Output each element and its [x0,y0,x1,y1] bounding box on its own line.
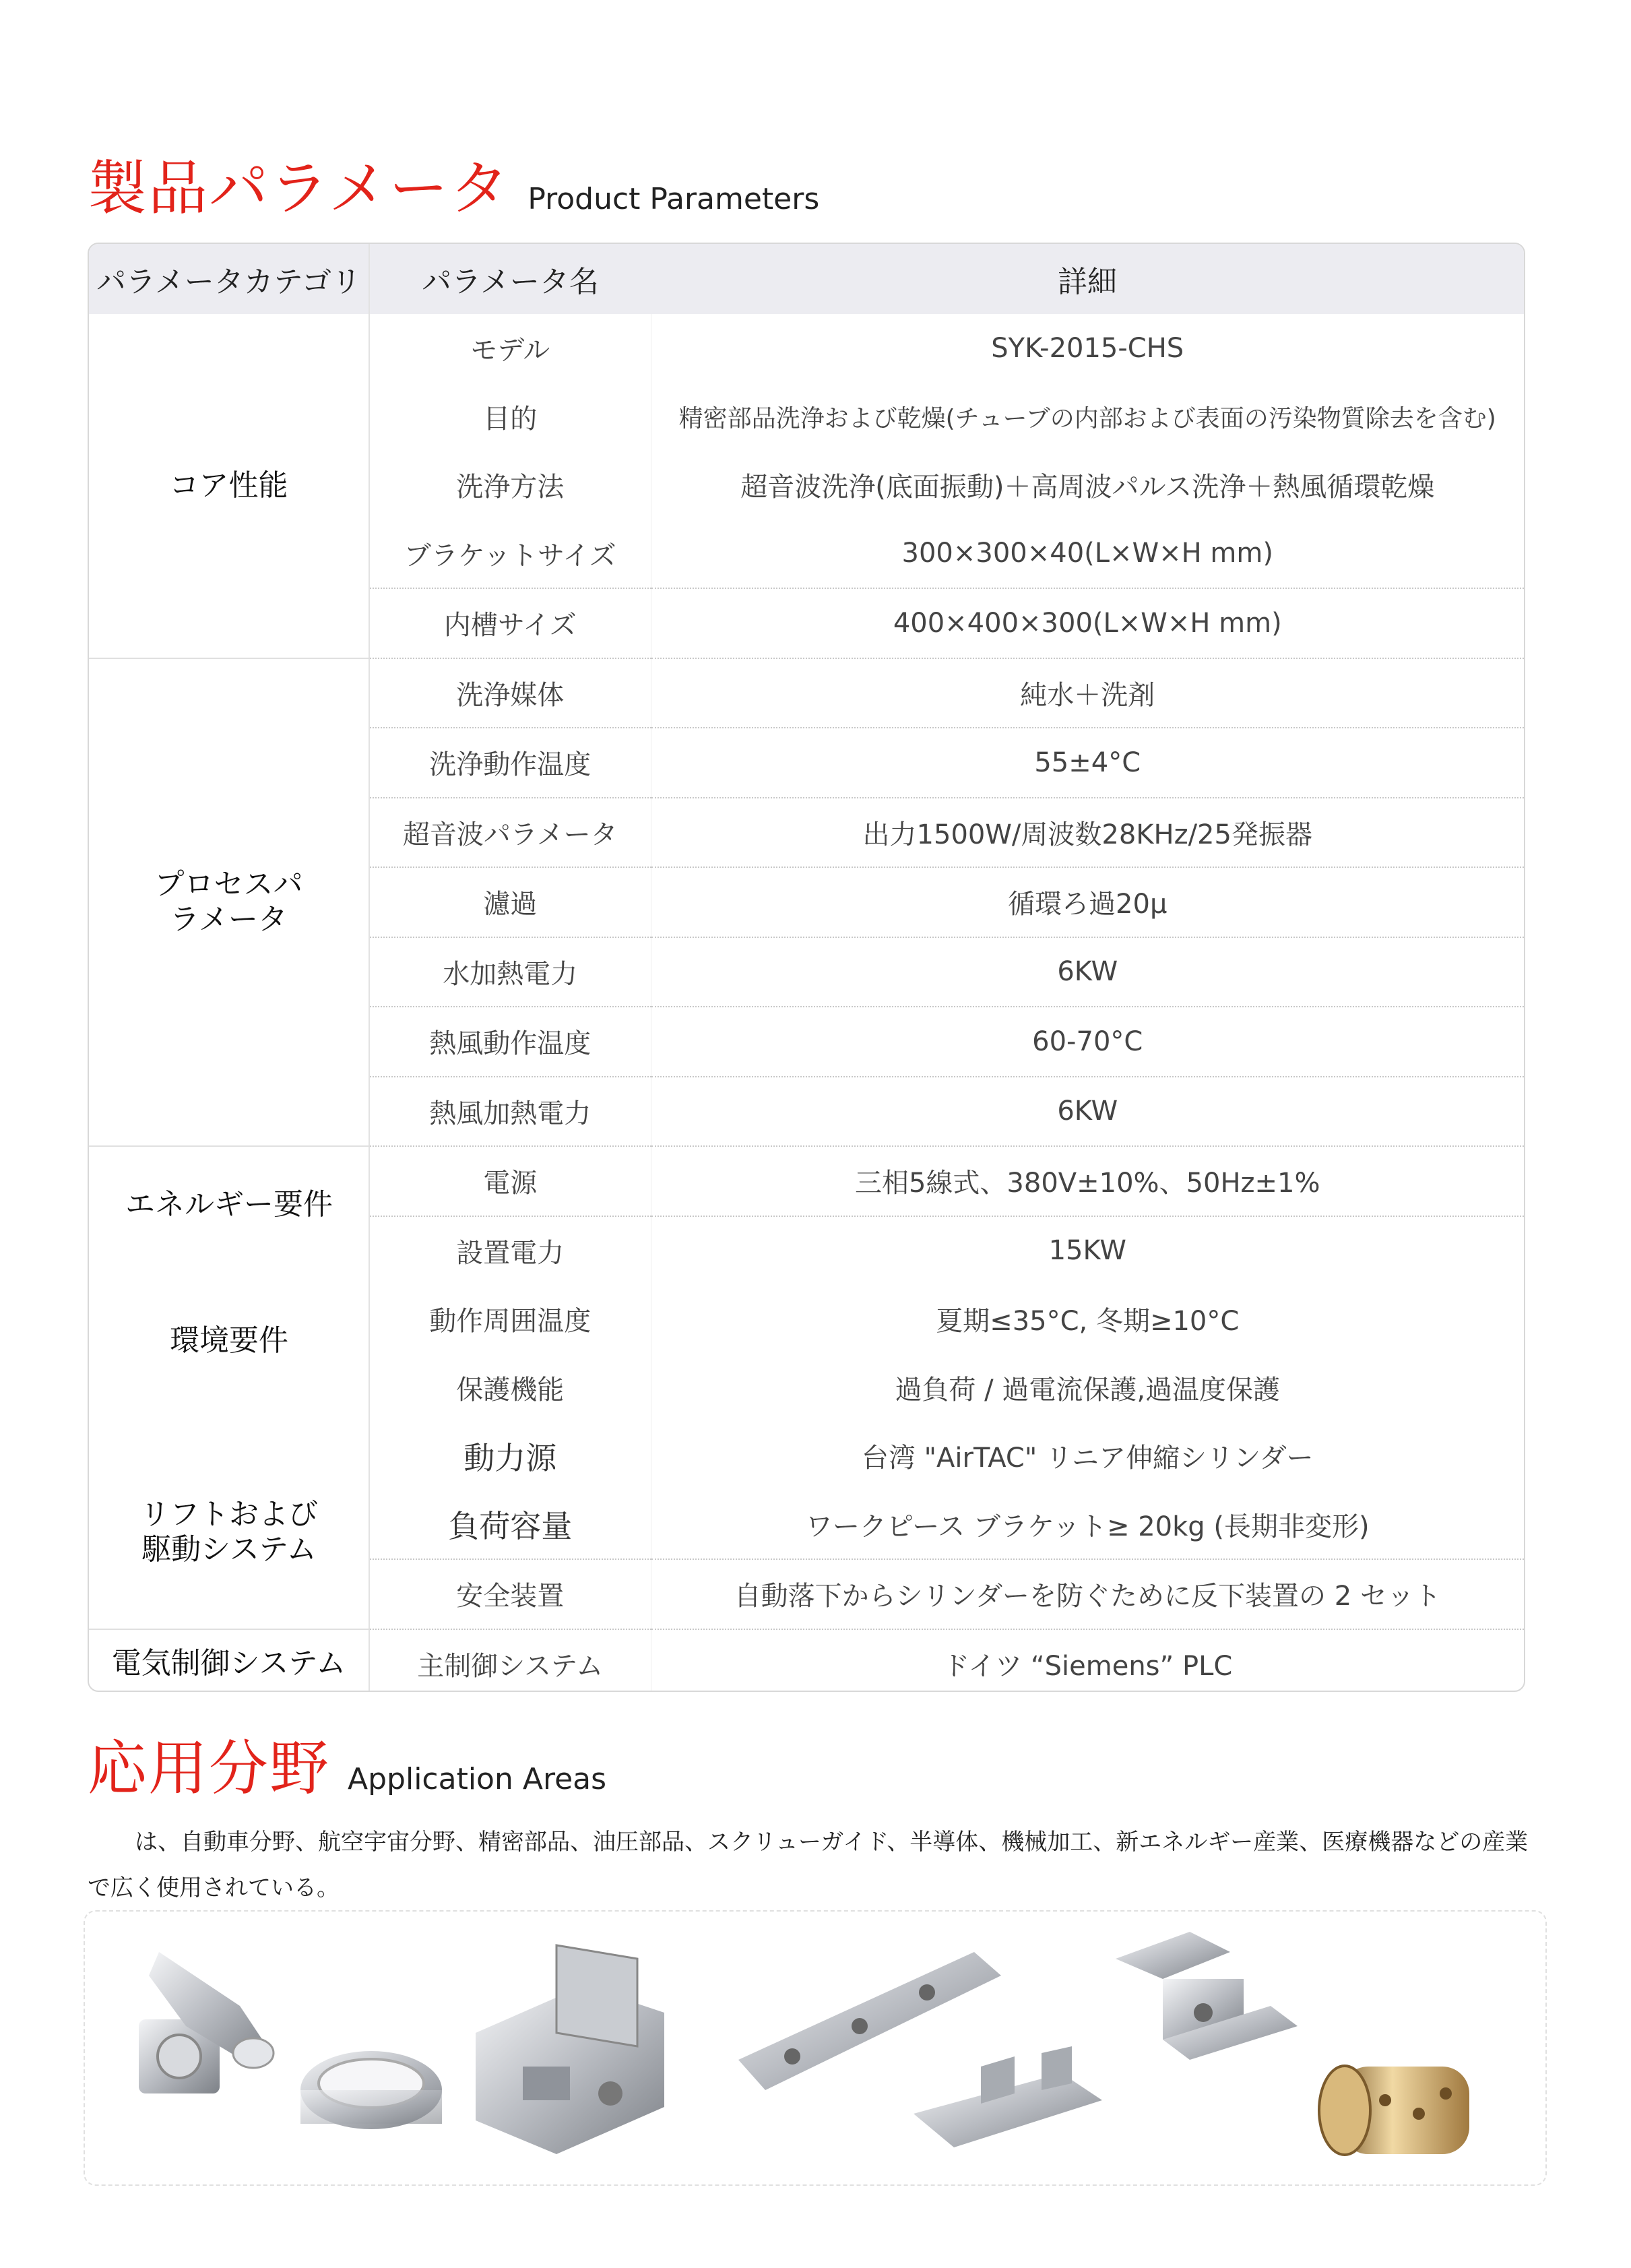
applications-title-en: Application Areas [348,1762,607,1796]
param-detail: 過負荷 / 過電流保護,過温度保護 [895,1374,1281,1406]
params-table [88,243,1525,1692]
param-detail: 55±4°C [651,728,1524,798]
params-title-ja: 製品パラメータ [88,154,511,223]
category-core: コア性能 [89,314,369,658]
param-name: 洗浄媒体 [369,658,651,728]
param-detail: 6KW [651,937,1524,1007]
param-name: 洗浄方法 [369,451,651,519]
table-row [89,1629,1524,1693]
part-brass-bushing-icon [1319,2066,1469,2155]
category-lift-line2: 駆動システム [141,1532,317,1567]
applications-section-title [88,1722,606,1806]
header-category: パラメータカテゴリ [89,244,369,314]
param-name: 熱風加熱電力 [369,1077,651,1147]
table-header-row [89,244,1524,314]
part-bracket-icon [914,2046,1102,2147]
param-detail: 300×300×40(L×W×H mm) [651,519,1524,589]
param-name: 保護機能 [369,1354,651,1422]
param-name: 電源 [369,1146,651,1216]
category-process [89,658,369,1147]
parts-gallery [84,1910,1547,2186]
param-name: 負荷容量 [369,1490,651,1560]
param-detail: 循環ろ過20μ [651,867,1524,937]
param-name: 目的 [369,383,651,451]
param-name: 動力源 [369,1422,651,1490]
part-frame-icon [1116,1932,1298,2060]
param-name: 主制御システム [369,1629,651,1693]
param-name: 超音波パラメータ [369,798,651,868]
param-name: 熱風動作温度 [369,1007,651,1077]
category-group-energy-env-lift [89,1146,369,1629]
param-detail: ドイツ “Siemens” PLC [942,1650,1233,1682]
param-name: モデル [369,314,651,383]
header-name: パラメータ名 [369,244,651,314]
param-name: 洗浄動作温度 [369,728,651,798]
param-name: 内槽サイズ [369,588,651,658]
param-detail: 夏期≤35°C, 冬期≥10°C [936,1306,1240,1337]
param-name: ブラケットサイズ [369,519,651,589]
part-shaft-icon [139,1952,274,2093]
category-elec: 電気制御システム [89,1629,369,1693]
category-energy: エネルギー要件 [125,1187,333,1222]
param-detail: 純水＋洗剤 [651,658,1524,728]
table-row [89,314,1524,383]
param-detail: 台湾 "AirTAC" リニア伸縮シリンダー [861,1443,1314,1474]
category-process-line2: ラメータ [170,902,288,937]
param-detail: 超音波洗浄(底面振動)＋高周波パルス洗浄＋熱風循環乾燥 [740,472,1435,503]
table-row [89,658,1524,728]
category-process-line1: プロセスパ [154,867,303,902]
params-title-en: Product Parameters [527,182,820,216]
param-name: 動作周囲温度 [369,1285,651,1354]
param-name: 水加熱電力 [369,937,651,1007]
param-detail: 自動落下からシリンダーを防ぐために反下装置の 2 セット [651,1559,1524,1629]
category-env: 環境要件 [170,1323,288,1358]
param-name: 安全装置 [369,1559,651,1629]
param-name: 設置電力 [369,1216,651,1286]
part-long-plate-icon [738,1952,1001,2090]
applications-intro: は、自動車分野、航空宇宙分野、精密部品、油圧部品、スクリューガイド、半導体、機械加工、新エネルギー産業、医療機器などの産業で広く使用されている。 [88,1829,1529,1901]
param-detail: ワークピース ブラケット≥ 20kg (長期非変形) [651,1490,1524,1560]
param-detail: 出力1500W/周波数28KHz/25発振器 [651,798,1524,868]
param-detail: 400×400×300(L×W×H mm) [651,588,1524,658]
param-detail: 6KW [651,1077,1524,1147]
param-detail: 60-70°C [651,1007,1524,1077]
part-ring-icon [300,2051,442,2129]
params-section-title [88,141,819,226]
param-detail: 三相5線式、380V±10%、50Hz±1% [651,1146,1524,1216]
param-detail: 15KW [1048,1235,1126,1267]
header-detail: 詳細 [651,244,1524,314]
parts-illustration [85,1912,1545,2184]
param-name: 濾過 [369,867,651,937]
table-row [89,1146,1524,1216]
part-housing-icon [476,1945,664,2154]
category-lift-line1: リフトおよび [140,1497,318,1532]
param-detail: 精密部品洗浄および乾燥(チューブの内部および表面の汚染物質除去を含む) [678,404,1496,433]
applications-title-ja: 応用分野 [88,1734,331,1803]
param-detail: SYK-2015-CHS [991,332,1184,364]
